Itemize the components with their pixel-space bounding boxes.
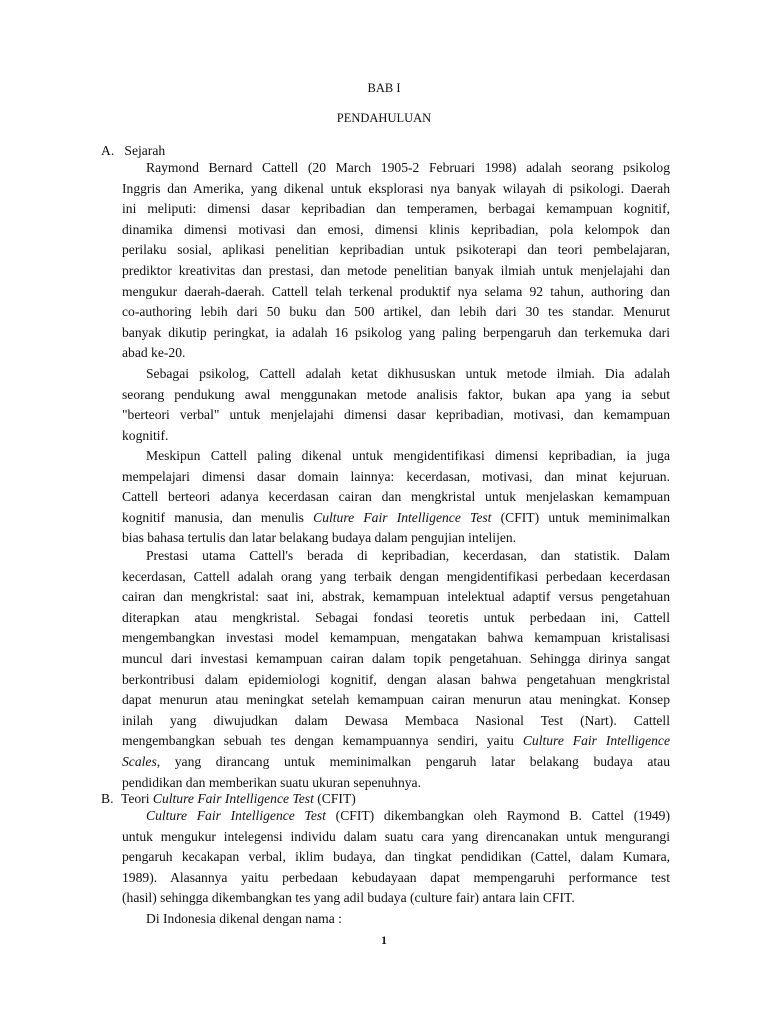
- text-line: prediktor kreativitas dan prestasi, dan metode penelitian banyak ilmiah untuk menjelajahi dan: [122, 262, 670, 278]
- section-a-title: Sejarah: [124, 143, 166, 158]
- text-span: (CFIT) dikembangkan oleh Raymond B. Cattel (1949): [325, 808, 670, 823]
- text-line: Di Indonesia dikenal dengan nama :: [146, 911, 342, 926]
- text-line: Raymond Bernard Cattell (20 March 1905-2 Februari 1998) adalah seorang psikolog: [146, 160, 670, 175]
- text-line: pengaruh kecakapan verbal, iklim budaya, dan tingkat pendidikan (Cattel, dalam Kumara,: [122, 849, 670, 865]
- text-span: (CFIT) untuk meminimalkan: [491, 509, 671, 525]
- text-line: perilaku sosial, aplikasi penelitian kepribadian untuk psikoterapi dan teori pembelajaran,: [122, 242, 670, 258]
- italic-title: Scales: [122, 753, 157, 769]
- text-line: Sebagai psikolog, Cattell adalah ketat dikhususkan untuk metode ilmiah. Dia adalah: [146, 366, 670, 381]
- italic-title: Culture Fair Intelligence Test: [313, 509, 492, 525]
- text-line: [122, 752, 670, 773]
- text-line: ini meliputi: dimensi dasar kepribadian dan temperamen, berbagai kemampuan kognitif,: [122, 201, 670, 217]
- text-span: kognitif manusia, dan menulis: [122, 509, 314, 525]
- text-line: mengukur daerah-daerah. Cattell telah terkenal produktif nya selama 92 tahun, authoring dan: [122, 283, 670, 299]
- text-line: (hasil) sehingga dikembangkan tes yang adil budaya (culture fair) antara lain CFIT.: [122, 890, 575, 906]
- text-line: mengembangkan investasi model kemampuan, mengatakan bahwa kemampuan kristalisasi: [122, 630, 670, 646]
- paragraph-5: [122, 806, 670, 909]
- text-line: Cattell berteori adanya kecerdasan cairan dan mengkristal untuk menjelaskan kemampuan: [122, 489, 670, 505]
- text-line: cairan dan mengkristal: saat ini, abstrak, kemampuan intelektual adaptif versus pengetahuan: [122, 589, 670, 605]
- text-line: muncul dari investasi kemampuan cairan dalam topik pengetahuan. Sehingga dirinya sangat: [122, 650, 670, 666]
- text-line: 1989). Alasannya yaitu perbedaan kebudayaan dapat mempengaruhi performance test: [122, 869, 670, 885]
- text-line: Meskipun Cattell paling dikenal untuk mengidentifikasi dimensi kepribadian, ia juga: [146, 448, 670, 463]
- text-line: Inggris dan Amerika, yang dikenal untuk eksplorasi nya banyak wilayah di psikologi. Daerah: [122, 180, 670, 196]
- italic-title: Culture Fair Intelligence: [522, 733, 670, 749]
- text-line: berkontribusi dalam epidemiologi kognitif, dengan alasan bahwa pengetahuan mengkristal: [122, 671, 670, 687]
- text-line: [122, 508, 670, 529]
- text-line: mempelajari dimensi dasar domain lainnya: kecerdasan, motivasi, dan minat kejuruan.: [122, 468, 670, 484]
- text-line: co-authoring lebih dari 50 buku dan 500 artikel, dan lebih dari 30 tes standar. Menurut: [122, 304, 670, 320]
- text-line: dinamika dimensi motivasi dan emosi, dimensi klinis kepribadian, pola kelompok dan: [122, 221, 670, 237]
- text-span: Teori: [121, 791, 153, 806]
- page-number: 1: [381, 935, 387, 947]
- text-line: [122, 731, 670, 752]
- text-line: pendidikan dan memberikan suatu ukuran sepenuhnya.: [122, 774, 421, 790]
- text-line: kecerdasan, Cattell adalah orang yang terbaik dengan mengidentifikasi perbedaan kecerdasan: [122, 568, 670, 584]
- chapter-number: BAB I: [367, 81, 401, 95]
- chapter-title: PENDAHULUAN: [336, 111, 432, 125]
- paragraph-3: [122, 446, 670, 549]
- paragraph-1: [122, 158, 670, 364]
- text-line: bias bahasa tertulis dan latar belakang budaya dalam pengujian intelijen.: [122, 530, 517, 546]
- text-line: dapat menurun atau meningkat setelah kemampuan cairan menurun atau meningkat. Konsep: [122, 692, 670, 708]
- text-line: abad ke-20.: [122, 345, 186, 361]
- section-a-marker: A.: [101, 143, 115, 158]
- section-b-marker: B.: [101, 791, 114, 806]
- text-span: , yang dirancang untuk meminimalkan pengaruh latar belakang budaya atau: [156, 753, 670, 769]
- text-span: mengembangkan sebuah tes dengan kemampuannya sendiri, yaitu: [122, 733, 523, 749]
- text-line: diterapkan atau mengkristal. Sebagai fondasi teoretis untuk perbedaan ini, Cattell: [122, 609, 670, 625]
- text-line: Prestasi utama Cattell's berada di kepribadian, kecerdasan, dan statistik. Dalam: [146, 548, 670, 563]
- text-line: untuk mengukur intelegensi individu dalam suatu cara yang direncanakan untuk mengurangi: [122, 828, 670, 844]
- section-b-heading: [101, 791, 356, 807]
- text-line: seorang pendukung awal menggunakan metode analisis faktor, bukan apa yang ia sebut: [122, 386, 670, 402]
- text-span: (CFIT): [313, 791, 356, 806]
- text-line: kognitif.: [122, 427, 169, 443]
- italic-title: Culture Fair Intelligence Test: [152, 791, 314, 806]
- paragraph-4: [122, 546, 670, 793]
- text-line: banyak dikutip peringkat, ia adalah 16 psikolog yang paling berpengaruh dan terkemuka dari: [122, 324, 670, 340]
- text-line: [122, 806, 670, 827]
- italic-title: Culture Fair Intelligence Test: [146, 808, 326, 823]
- paragraph-2: [122, 364, 670, 446]
- section-a-heading: [101, 143, 165, 159]
- text-line: "berteori verbal" untuk menjelajahi dimensi dasar kepribadian, motivasi, dan kemampuan: [122, 407, 670, 423]
- paragraph-6: [122, 909, 670, 930]
- text-line: inilah yang diwujudkan dalam Dewasa Membaca Nasional Test (Nart). Cattell: [122, 712, 670, 728]
